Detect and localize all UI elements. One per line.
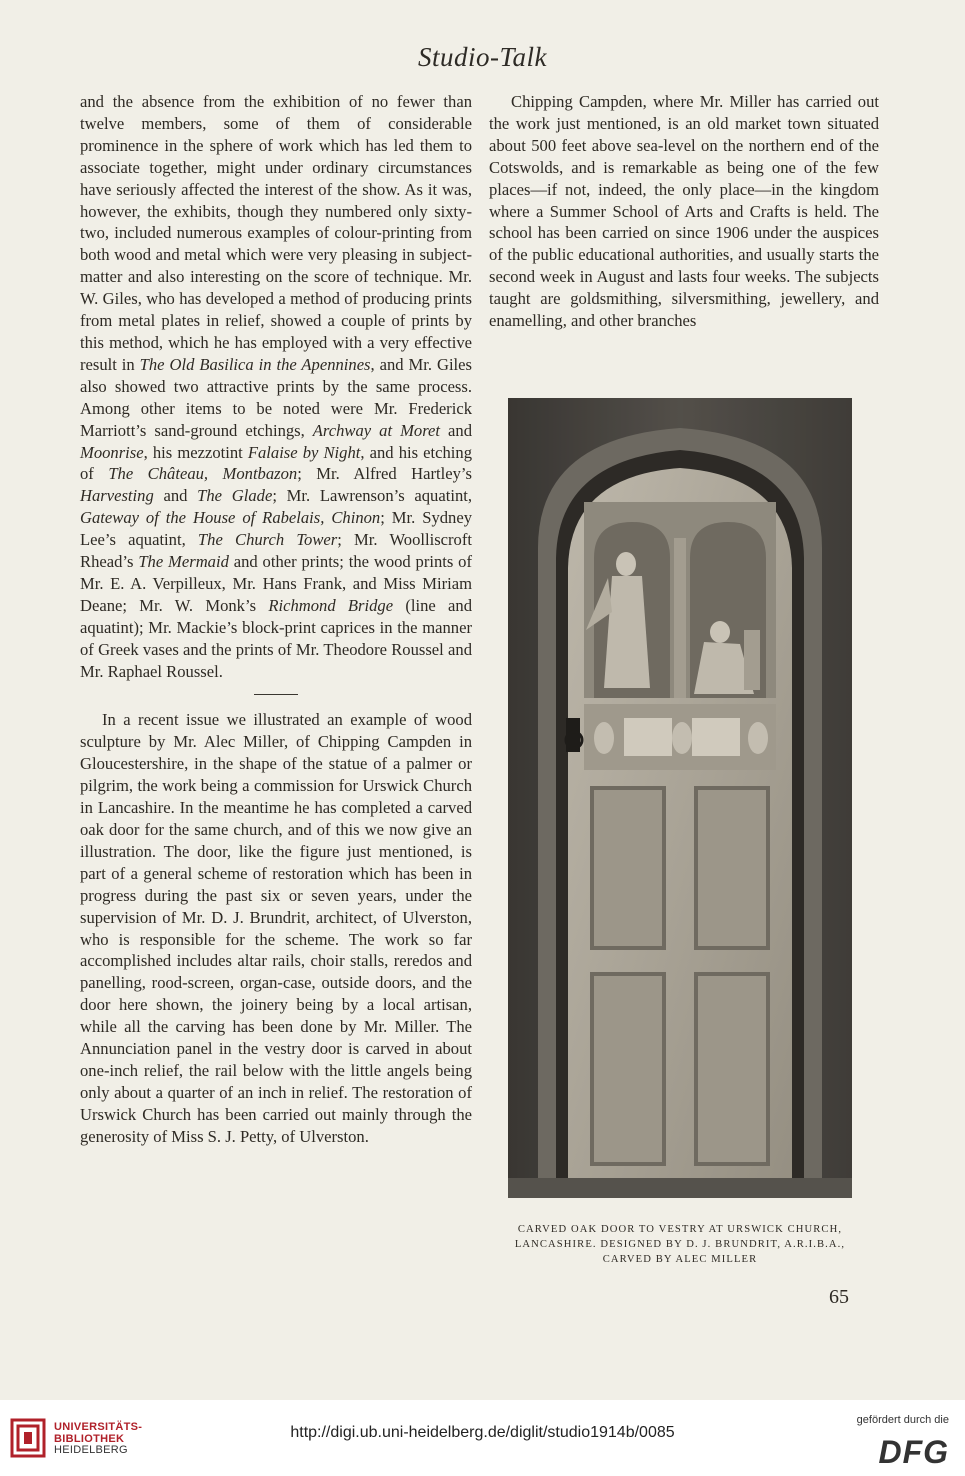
- text-run: (line and aquatint); Mr. Mackie’s block-print caprices in the manner of Greek vases and the prints of Mr. Theodore Roussel and Mr. Raphael Roussel.: [80, 595, 472, 681]
- artwork-title: The Château, Montbazon: [108, 464, 298, 484]
- artwork-title: Archway at Moret: [312, 420, 441, 440]
- right-column: [489, 91, 879, 332]
- funder-label: gefördert durch die: [856, 1414, 949, 1426]
- artwork-title: The Church Tower: [197, 530, 338, 550]
- carved-door-illustration: [508, 398, 852, 1198]
- door-photograph: [508, 398, 852, 1198]
- text-run: ; Mr. Sydney Lee’s aquatint,: [80, 508, 473, 550]
- funder-logo: DFG: [878, 1434, 949, 1470]
- library-name-line-3: HEIDELBERG: [54, 1444, 128, 1456]
- artwork-title: The Mermaid: [138, 552, 229, 572]
- left-paragraph-2: In a recent issue we illustrated an example of wood sculpture by Mr. Alec Miller, of Chipping Campden in Gloucestershire, in the shape of the statue of a palmer or pilgrim, the work being a commission for Urswick Church in Lancashire. In the meantime he has completed a carved oak door for the same church, and of this we now give an illustration. The door, like the figure just mentioned, is part of a general scheme of restoration which has been in progress during the past six or seven years, under the supervision of Mr. D. J. Brundrit, architect, of Ulverston, who is responsible for the scheme. The work so far accomplished includes altar rails, choir stalls, reredos and panelling, rood-screen, organ-case, outside doors, and the door here shown, the joinery being by a local artisan, while all the carving has been done by Mr. Miller. The Annunciation panel in the vestry door is carved in about one-inch relief, the rail below with the little angels being only about a quarter of an inch in relief. The restoration of Urswick Church has been carried out mainly through the generosity of Miss S. J. Petty, of Ulverston.: [80, 710, 472, 1146]
- text-run: and: [153, 486, 198, 506]
- artwork-title: The Glade: [197, 486, 273, 506]
- digitization-footer: [0, 1400, 965, 1476]
- text-run: and the absence from the exhibition of no fewer than twelve members, some of them of considerable prominence in the sphere of work which has led them to associate together, might under ordinary circumstances have seriously affected the interest of the show. As it was, however, the exhibits, though they numbered only sixty-two, included numerous examples of colour-printing from both wood and metal which were very pleasing in subject-matter and also interesting on the score of technique. Mr. W. Giles, who has developed a method of producing prints from metal plates in relief, showed a couple of prints by this method, which he has employed with a very effective result in: [80, 92, 472, 374]
- text-run: ; Mr. Alfred Hartley’s: [297, 464, 472, 484]
- artwork-title: Moonrise: [80, 442, 144, 462]
- artwork-title: Falaise by Night: [247, 442, 361, 462]
- right-paragraph-1: Chipping Campden, where Mr. Miller has carried out the work just mentioned, is an old market town situated about 500 feet above sea-level on the northern end of the Cotswolds, and is remarkable as being one of the few places—if not, indeed, the only place—in the kingdom where a Summer School of Arts and Crafts is held. The school has been carried on since 1906 under the auspices of the public educational authorities, and usually starts the second week in August and lasts four weeks. The subjects taught are goldsmithing, silversmithing, jewellery, and enamelling, and other branches: [489, 92, 879, 331]
- artwork-title: Harvesting: [80, 486, 154, 506]
- text-run: ; Mr. Woolliscroft Rhead’s: [80, 530, 472, 572]
- text-run: , and his etching of: [80, 442, 473, 484]
- running-title: Studio-Talk: [417, 42, 548, 72]
- text-run: , his mezzotint: [143, 442, 248, 462]
- text-run: , and Mr. Giles also showed two attractive prints by the same process. Among other items to be noted were Mr. Frederick Marriott’s sand-ground etchings,: [80, 354, 472, 440]
- library-name-line-2: BIBLIOTHEK: [54, 1432, 125, 1445]
- artwork-title: The Old Basilica in the Apennines: [139, 354, 371, 374]
- artwork-title: Richmond Bridge: [268, 595, 394, 615]
- artwork-title: Gateway of the House of Rabelais, Chinon: [80, 508, 381, 528]
- text-run: ; Mr. Lawrenson’s aquatint,: [272, 486, 472, 506]
- permalink-url[interactable]: http://digi.ub.uni-heidelberg.de/diglit/studio1914b/0085: [290, 1424, 675, 1441]
- left-column: [80, 91, 472, 1148]
- library-name-line-1: UNIVERSITÄTS-: [54, 1421, 143, 1433]
- figure-caption: CARVED OAK DOOR TO VESTRY AT URSWICK CHURCH, LANCASHIRE. DESIGNED BY D. J. BRUNDRIT, A.R.I.B.A., CARVED BY ALEC MILLER: [514, 1224, 846, 1265]
- left-paragraph-1: [80, 91, 472, 682]
- text-run: and: [440, 420, 472, 440]
- page-number: 65: [829, 1286, 849, 1308]
- section-divider: [254, 694, 298, 695]
- text-run: and other prints; the wood prints of Mr. E. A. Verpilleux, Mr. Hans Frank, and Miss Miriam Deane; Mr. W. Monk’s: [80, 552, 473, 615]
